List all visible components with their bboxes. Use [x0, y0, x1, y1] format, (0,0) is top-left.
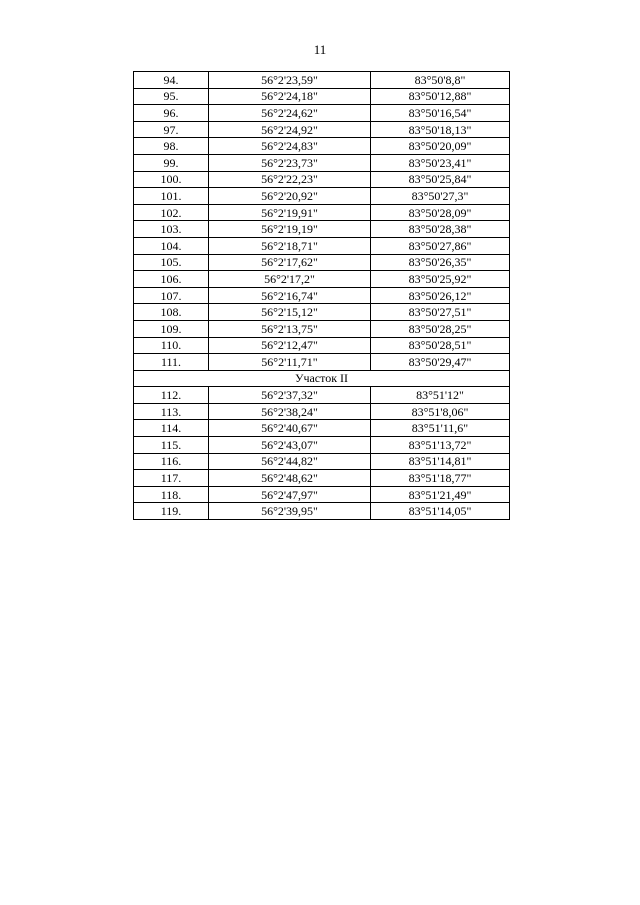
table-row [134, 105, 510, 122]
latitude-cell: 56°2'20,92" [209, 188, 371, 205]
table-row [134, 121, 510, 138]
table-row [134, 320, 510, 337]
table-row [134, 486, 510, 503]
point-number-cell: 107. [134, 287, 209, 304]
latitude-cell: 56°2'16,74" [209, 287, 371, 304]
section-header-row [134, 370, 510, 387]
latitude-cell: 56°2'23,73" [209, 154, 371, 171]
table-row [134, 387, 510, 404]
longitude-cell: 83°50'29,47" [371, 354, 510, 371]
point-number-cell: 114. [134, 420, 209, 437]
point-number-cell: 106. [134, 271, 209, 288]
latitude-cell: 56°2'11,71" [209, 354, 371, 371]
point-number-cell: 119. [134, 503, 209, 520]
latitude-cell: 56°2'19,91" [209, 204, 371, 221]
longitude-cell: 83°50'25,84" [371, 171, 510, 188]
table-row [134, 237, 510, 254]
table-row [134, 88, 510, 105]
table-row [134, 221, 510, 238]
latitude-cell: 56°2'24,83" [209, 138, 371, 155]
point-number-cell: 101. [134, 188, 209, 205]
point-number-cell: 117. [134, 470, 209, 487]
table-row [134, 403, 510, 420]
longitude-cell: 83°50'26,12" [371, 287, 510, 304]
longitude-cell: 83°50'27,51" [371, 304, 510, 321]
longitude-cell: 83°50'18,13" [371, 121, 510, 138]
point-number-cell: 104. [134, 237, 209, 254]
point-number-cell: 105. [134, 254, 209, 271]
latitude-cell: 56°2'18,71" [209, 237, 371, 254]
point-number-cell: 95. [134, 88, 209, 105]
table-row [134, 304, 510, 321]
latitude-cell: 56°2'40,67" [209, 420, 371, 437]
latitude-cell: 56°2'38,24" [209, 403, 371, 420]
longitude-cell: 83°51'11,6" [371, 420, 510, 437]
point-number-cell: 103. [134, 221, 209, 238]
table-row [134, 503, 510, 520]
table-row [134, 171, 510, 188]
latitude-cell: 56°2'24,62" [209, 105, 371, 122]
longitude-cell: 83°50'12,88" [371, 88, 510, 105]
longitude-cell: 83°50'16,54" [371, 105, 510, 122]
table-row [134, 337, 510, 354]
point-number-cell: 98. [134, 138, 209, 155]
point-number-cell: 112. [134, 387, 209, 404]
longitude-cell: 83°50'25,92" [371, 271, 510, 288]
table-row [134, 437, 510, 454]
point-number-cell: 100. [134, 171, 209, 188]
longitude-cell: 83°51'21,49" [371, 486, 510, 503]
longitude-cell: 83°51'14,81" [371, 453, 510, 470]
latitude-cell: 56°2'19,19" [209, 221, 371, 238]
longitude-cell: 83°50'28,38" [371, 221, 510, 238]
longitude-cell: 83°50'28,51" [371, 337, 510, 354]
latitude-cell: 56°2'44,82" [209, 453, 371, 470]
point-number-cell: 97. [134, 121, 209, 138]
point-number-cell: 113. [134, 403, 209, 420]
latitude-cell: 56°2'37,32" [209, 387, 371, 404]
table-row [134, 453, 510, 470]
latitude-cell: 56°2'47,97" [209, 486, 371, 503]
table-row [134, 154, 510, 171]
table-row [134, 188, 510, 205]
latitude-cell: 56°2'24,92" [209, 121, 371, 138]
longitude-cell: 83°50'27,3" [371, 188, 510, 205]
point-number-cell: 116. [134, 453, 209, 470]
table-row [134, 72, 510, 89]
latitude-cell: 56°2'24,18" [209, 88, 371, 105]
longitude-cell: 83°50'26,35" [371, 254, 510, 271]
latitude-cell: 56°2'15,12" [209, 304, 371, 321]
latitude-cell: 56°2'43,07" [209, 437, 371, 454]
longitude-cell: 83°51'12" [371, 387, 510, 404]
point-number-cell: 115. [134, 437, 209, 454]
point-number-cell: 118. [134, 486, 209, 503]
table-row [134, 470, 510, 487]
longitude-cell: 83°50'28,25" [371, 320, 510, 337]
longitude-cell: 83°51'8,06" [371, 403, 510, 420]
latitude-cell: 56°2'12,47" [209, 337, 371, 354]
latitude-cell: 56°2'48,62" [209, 470, 371, 487]
point-number-cell: 99. [134, 154, 209, 171]
longitude-cell: 83°51'14,05" [371, 503, 510, 520]
table-row [134, 271, 510, 288]
point-number-cell: 102. [134, 204, 209, 221]
table-row [134, 254, 510, 271]
longitude-cell: 83°51'18,77" [371, 470, 510, 487]
point-number-cell: 111. [134, 354, 209, 371]
section-title: Участок II [134, 370, 510, 387]
longitude-cell: 83°50'27,86" [371, 237, 510, 254]
latitude-cell: 56°2'22,23" [209, 171, 371, 188]
table-row [134, 204, 510, 221]
point-number-cell: 94. [134, 72, 209, 89]
point-number-cell: 109. [134, 320, 209, 337]
table-row [134, 354, 510, 371]
table-row [134, 287, 510, 304]
latitude-cell: 56°2'23,59" [209, 72, 371, 89]
coordinates-table [133, 71, 510, 520]
table-row [134, 138, 510, 155]
longitude-cell: 83°51'13,72" [371, 437, 510, 454]
point-number-cell: 96. [134, 105, 209, 122]
longitude-cell: 83°50'28,09" [371, 204, 510, 221]
latitude-cell: 56°2'13,75" [209, 320, 371, 337]
page-number: 11 [313, 42, 327, 57]
latitude-cell: 56°2'17,2" [209, 271, 371, 288]
longitude-cell: 83°50'8,8" [371, 72, 510, 89]
coordinates-table-body [134, 72, 510, 520]
latitude-cell: 56°2'39,95" [209, 503, 371, 520]
point-number-cell: 108. [134, 304, 209, 321]
longitude-cell: 83°50'23,41" [371, 154, 510, 171]
longitude-cell: 83°50'20,09" [371, 138, 510, 155]
point-number-cell: 110. [134, 337, 209, 354]
latitude-cell: 56°2'17,62" [209, 254, 371, 271]
table-row [134, 420, 510, 437]
